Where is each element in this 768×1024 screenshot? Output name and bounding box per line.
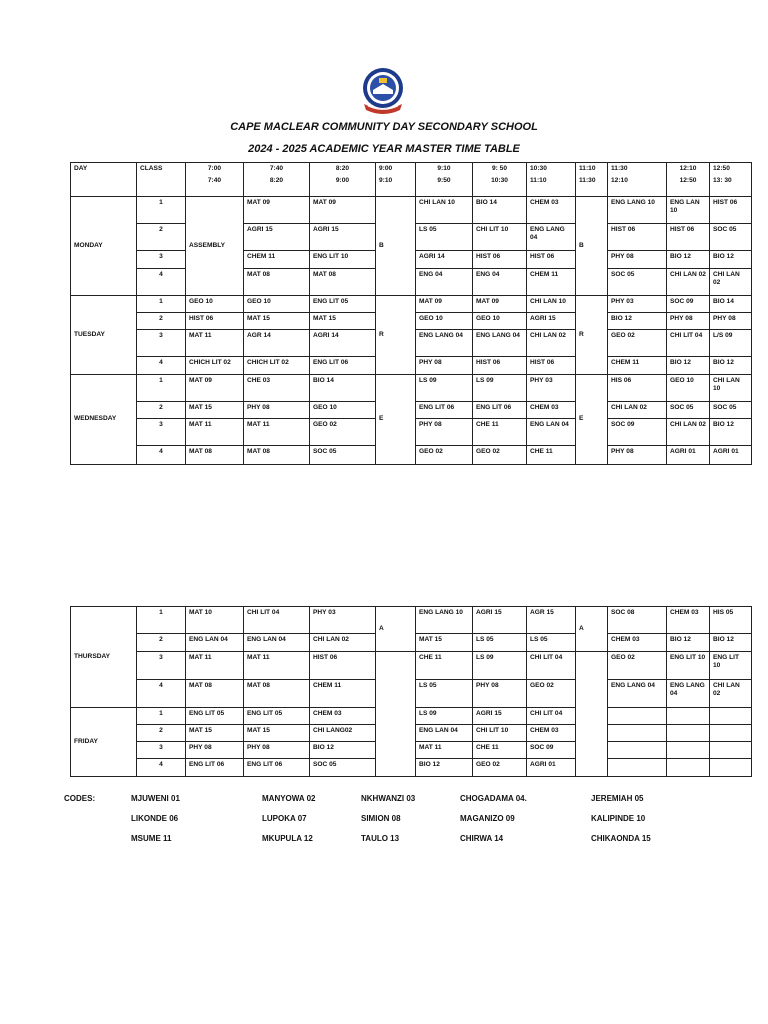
lesson-cell: CHE 11 xyxy=(527,446,576,465)
lesson-cell: ENG LAN 04 xyxy=(244,634,310,652)
lesson-cell: LS 05 xyxy=(416,680,473,708)
lesson-cell: CHEM 03 xyxy=(310,708,376,725)
lesson-cell: MAT 10 xyxy=(186,607,244,634)
lesson-cell: HIS 05 xyxy=(710,607,752,634)
lesson-cell: PHY 08 xyxy=(473,680,527,708)
lesson-cell: AGRI 01 xyxy=(710,446,752,465)
lesson-cell: MAT 09 xyxy=(473,296,527,313)
lesson-cell: BIO 14 xyxy=(310,375,376,402)
lesson-cell: AGRI 15 xyxy=(473,607,527,634)
lesson-cell: ENG LAN 04 xyxy=(527,419,576,446)
class-cell: 3 xyxy=(137,742,186,759)
lesson-cell: SOC 05 xyxy=(667,402,710,419)
lesson-cell: MAT 15 xyxy=(244,725,310,742)
table-row xyxy=(71,652,752,680)
lesson-cell: CHI LAN 10 xyxy=(710,375,752,402)
lesson-cell: GEO 10 xyxy=(667,375,710,402)
lesson-cell: MAT 11 xyxy=(186,419,244,446)
lesson-cell: MAT 08 xyxy=(186,680,244,708)
lesson-cell: CHI LAN 10 xyxy=(416,197,473,224)
break-letter: B xyxy=(376,197,416,296)
lesson-cell: MAT 08 xyxy=(244,269,310,296)
class-cell: 2 xyxy=(137,313,186,330)
lesson-cell xyxy=(667,742,710,759)
class-cell: 2 xyxy=(137,634,186,652)
class-cell: 1 xyxy=(137,607,186,634)
lesson-cell: PHY 03 xyxy=(608,296,667,313)
teacher-code: NKHWANZI 03 xyxy=(361,794,416,803)
lesson-cell: CHE 11 xyxy=(416,652,473,680)
lesson-cell: LS 05 xyxy=(527,634,576,652)
class-header: CLASS xyxy=(137,163,186,197)
lesson-cell: CHI LANG02 xyxy=(310,725,376,742)
lesson-cell: CHE 11 xyxy=(473,742,527,759)
school-logo xyxy=(360,66,406,116)
teacher-code: KALIPINDE 10 xyxy=(591,814,646,823)
lesson-cell: ENG LIT 10 xyxy=(310,251,376,269)
lesson-cell: ENG LIT 05 xyxy=(186,708,244,725)
lesson-cell: GEO 02 xyxy=(473,446,527,465)
lesson-cell: MAT 15 xyxy=(310,313,376,330)
lesson-cell: BIO 14 xyxy=(710,296,752,313)
class-cell: 3 xyxy=(137,330,186,357)
time-slot-header: 9:00 9:10 xyxy=(376,163,416,197)
lesson-cell: ENG 04 xyxy=(473,269,527,296)
lesson-cell: LS 05 xyxy=(473,634,527,652)
lesson-cell: ENG LIT 10 xyxy=(667,652,710,680)
table-row xyxy=(71,375,752,402)
lesson-cell: SOC 05 xyxy=(710,224,752,251)
lesson-cell: AGRI 15 xyxy=(473,708,527,725)
lesson-cell: CHI LAN 02 xyxy=(710,680,752,708)
lesson-cell: MAT 08 xyxy=(244,446,310,465)
lesson-cell: CHI LIT 04 xyxy=(527,652,576,680)
lesson-cell: CHEM 11 xyxy=(527,269,576,296)
teacher-code: LUPOKA 07 xyxy=(262,814,307,823)
teacher-code: MSUME 11 xyxy=(131,834,172,843)
lesson-cell: AGRI 15 xyxy=(527,313,576,330)
timetable-part-2 xyxy=(70,606,752,777)
lesson-cell: ENG LAN 04 xyxy=(416,725,473,742)
lesson-cell xyxy=(608,725,667,742)
day-label-wednesday: WEDNESDAY xyxy=(71,375,137,465)
lesson-cell: AGRI 15 xyxy=(244,224,310,251)
lesson-cell: BIO 12 xyxy=(416,759,473,777)
lesson-cell: PHY 03 xyxy=(310,607,376,634)
lesson-cell: MAT 11 xyxy=(244,419,310,446)
lesson-cell: CHI LAN 10 xyxy=(527,296,576,313)
break-letter: E xyxy=(376,375,416,465)
break-letter: B xyxy=(576,197,608,296)
teacher-code: CHOGADAMA 04. xyxy=(460,794,527,803)
lesson-cell: LS 05 xyxy=(416,224,473,251)
lesson-cell: CHEM 11 xyxy=(310,680,376,708)
time-slot-header: 8:20 9:00 xyxy=(310,163,376,197)
lesson-cell: BIO 12 xyxy=(667,357,710,375)
table-row xyxy=(71,607,752,634)
lesson-cell: ENG 04 xyxy=(416,269,473,296)
lesson-cell: L/S 09 xyxy=(710,330,752,357)
day-label-tuesday: TUESDAY xyxy=(71,296,137,375)
lesson-cell: BIO 12 xyxy=(710,251,752,269)
lesson-cell: MAT 11 xyxy=(186,330,244,357)
lesson-cell: CHI LAN 02 xyxy=(710,269,752,296)
class-cell: 4 xyxy=(137,759,186,777)
lesson-cell: PHY 03 xyxy=(527,375,576,402)
lesson-cell: ENG LIT 06 xyxy=(416,402,473,419)
lesson-cell: ENG LIT 05 xyxy=(310,296,376,313)
lesson-cell: ENG LANG 10 xyxy=(608,197,667,224)
lesson-cell: MAT 15 xyxy=(186,725,244,742)
table-row xyxy=(71,296,752,313)
time-slot-header: 9: 50 10:30 xyxy=(473,163,527,197)
lesson-cell: MAT 11 xyxy=(416,742,473,759)
lesson-cell: HIST 06 xyxy=(473,357,527,375)
lesson-cell: MAT 09 xyxy=(416,296,473,313)
lesson-cell: CHI LAN 02 xyxy=(527,330,576,357)
lesson-cell: SOC 05 xyxy=(310,759,376,777)
lesson-cell: PHY 08 xyxy=(244,402,310,419)
teacher-code: CHIKAONDA 15 xyxy=(591,834,651,843)
lesson-cell: BIO 12 xyxy=(710,419,752,446)
lesson-cell: CHI LIT 10 xyxy=(473,725,527,742)
lesson-cell: MAT 08 xyxy=(244,680,310,708)
lesson-cell: MAT 08 xyxy=(186,446,244,465)
lesson-cell: PHY 08 xyxy=(608,446,667,465)
lesson-cell: HIST 06 xyxy=(527,251,576,269)
time-slot-header: 7:40 8:20 xyxy=(244,163,310,197)
lesson-cell: GEO 02 xyxy=(416,446,473,465)
break-letter: E xyxy=(576,375,608,465)
lesson-cell: ENG LANG 10 xyxy=(416,607,473,634)
lesson-cell xyxy=(710,725,752,742)
lesson-cell: GEO 10 xyxy=(186,296,244,313)
lesson-cell: MAT 15 xyxy=(416,634,473,652)
assembly-cell: ASSEMBLY xyxy=(186,197,244,296)
lesson-cell: BIO 12 xyxy=(608,313,667,330)
lesson-cell: BIO 12 xyxy=(667,251,710,269)
lesson-cell: LS 09 xyxy=(416,708,473,725)
lesson-cell: ENG LIT 10 xyxy=(710,652,752,680)
lesson-cell: MAT 15 xyxy=(244,313,310,330)
codes-row xyxy=(64,834,764,854)
school-name: CAPE MACLEAR COMMUNITY DAY SECONDARY SCHOOL xyxy=(230,121,538,133)
lesson-cell: PHY 08 xyxy=(710,313,752,330)
codes-row xyxy=(64,794,764,814)
class-cell: 1 xyxy=(137,296,186,313)
lesson-cell: CHI LIT 04 xyxy=(244,607,310,634)
lesson-cell: SOC 05 xyxy=(710,402,752,419)
lesson-cell: CHI LAN 02 xyxy=(667,269,710,296)
teacher-codes xyxy=(64,794,764,854)
lesson-cell: GEO 02 xyxy=(608,652,667,680)
day-label-thursday: THURSDAY xyxy=(71,607,137,708)
class-cell: 1 xyxy=(137,375,186,402)
lesson-cell: ENG LANG 04 xyxy=(473,330,527,357)
day-label-monday: MONDAY xyxy=(71,197,137,296)
lesson-cell: GEO 10 xyxy=(244,296,310,313)
lesson-cell xyxy=(710,759,752,777)
break-column xyxy=(576,652,608,777)
class-cell: 2 xyxy=(137,224,186,251)
lesson-cell: AGRI 14 xyxy=(310,330,376,357)
class-cell: 2 xyxy=(137,402,186,419)
lesson-cell xyxy=(608,708,667,725)
class-cell: 3 xyxy=(137,419,186,446)
time-slot-header: 11:10 11:30 xyxy=(576,163,608,197)
lesson-cell: BIO 12 xyxy=(710,357,752,375)
lesson-cell: CHEM 03 xyxy=(527,402,576,419)
time-slot-header: 12:10 12:50 xyxy=(667,163,710,197)
lesson-cell: PHY 08 xyxy=(667,313,710,330)
lesson-cell: MAT 15 xyxy=(186,402,244,419)
lesson-cell xyxy=(667,725,710,742)
lesson-cell: ENG LANG 04 xyxy=(416,330,473,357)
day-header: DAY xyxy=(71,163,137,197)
lesson-cell: ENG LANG 04 xyxy=(667,680,710,708)
lesson-cell: SOC 08 xyxy=(608,607,667,634)
timetable-part-1 xyxy=(70,162,752,465)
break-letter: A xyxy=(376,607,416,652)
lesson-cell: BIO 14 xyxy=(473,197,527,224)
class-cell: 1 xyxy=(137,197,186,224)
teacher-code: MKUPULA 12 xyxy=(262,834,313,843)
lesson-cell: CHE 11 xyxy=(473,419,527,446)
lesson-cell: HIST 06 xyxy=(473,251,527,269)
lesson-cell: BIO 12 xyxy=(310,742,376,759)
lesson-cell: PHY 08 xyxy=(416,357,473,375)
lesson-cell: CHI LAN 02 xyxy=(310,634,376,652)
lesson-cell: AGR 15 xyxy=(527,607,576,634)
lesson-cell: AGRI 14 xyxy=(416,251,473,269)
lesson-cell: ENG LAN 04 xyxy=(186,634,244,652)
lesson-cell: LS 09 xyxy=(416,375,473,402)
lesson-cell: HIST 06 xyxy=(186,313,244,330)
lesson-cell: PHY 08 xyxy=(608,251,667,269)
lesson-cell: CHEM 03 xyxy=(667,607,710,634)
lesson-cell: CHEM 03 xyxy=(527,725,576,742)
lesson-cell: CHEM 03 xyxy=(527,197,576,224)
lesson-cell: CHI LAN 02 xyxy=(667,419,710,446)
lesson-cell: AGRI 01 xyxy=(667,446,710,465)
lesson-cell: LS 09 xyxy=(473,375,527,402)
lesson-cell: CHEM 11 xyxy=(608,357,667,375)
lesson-cell: MAT 08 xyxy=(310,269,376,296)
break-letter: R xyxy=(376,296,416,375)
time-slot-header: 12:50 13: 30 xyxy=(710,163,752,197)
lesson-cell: HIST 06 xyxy=(608,224,667,251)
break-column xyxy=(376,652,416,777)
lesson-cell: HIST 06 xyxy=(527,357,576,375)
teacher-code: CHIRWA 14 xyxy=(460,834,504,843)
lesson-cell: BIO 12 xyxy=(667,634,710,652)
lesson-cell: HIST 06 xyxy=(310,652,376,680)
teacher-code: MAGANIZO 09 xyxy=(460,814,515,823)
lesson-cell: PHY 08 xyxy=(186,742,244,759)
lesson-cell: AGRI 01 xyxy=(527,759,576,777)
lesson-cell: AGRI 15 xyxy=(310,224,376,251)
lesson-cell xyxy=(710,708,752,725)
timetable-title: 2024 - 2025 ACADEMIC YEAR MASTER TIME TABLE xyxy=(248,143,520,155)
lesson-cell: ENG LAN 10 xyxy=(667,197,710,224)
break-letter: A xyxy=(576,607,608,652)
lesson-cell: GEO 10 xyxy=(473,313,527,330)
lesson-cell: HIST 06 xyxy=(667,224,710,251)
lesson-cell xyxy=(608,742,667,759)
lesson-cell: HIST 06 xyxy=(710,197,752,224)
lesson-cell: GEO 02 xyxy=(310,419,376,446)
break-letter: R xyxy=(576,296,608,375)
lesson-cell: LS 09 xyxy=(473,652,527,680)
lesson-cell: GEO 02 xyxy=(527,680,576,708)
lesson-cell: CHI LIT 04 xyxy=(667,330,710,357)
lesson-cell: HIS 06 xyxy=(608,375,667,402)
header-row xyxy=(71,163,752,197)
lesson-cell: CHEM 03 xyxy=(608,634,667,652)
time-slot-header: 10:30 11:10 xyxy=(527,163,576,197)
lesson-cell: SOC 05 xyxy=(310,446,376,465)
teacher-code: JEREMIAH 05 xyxy=(591,794,644,803)
lesson-cell: GEO 10 xyxy=(416,313,473,330)
teacher-code: TAULO 13 xyxy=(361,834,400,843)
lesson-cell xyxy=(667,708,710,725)
lesson-cell: ENG LIT 06 xyxy=(310,357,376,375)
lesson-cell: SOC 05 xyxy=(608,269,667,296)
lesson-cell: CHICH LIT 02 xyxy=(244,357,310,375)
lesson-cell: PHY 08 xyxy=(416,419,473,446)
lesson-cell xyxy=(710,742,752,759)
table-row xyxy=(71,197,752,224)
class-cell: 1 xyxy=(137,708,186,725)
lesson-cell: ENG LIT 06 xyxy=(244,759,310,777)
class-cell: 2 xyxy=(137,725,186,742)
class-cell: 4 xyxy=(137,680,186,708)
lesson-cell: CHI LIT 10 xyxy=(473,224,527,251)
class-cell: 4 xyxy=(137,269,186,296)
lesson-cell: CHI LAN 02 xyxy=(608,402,667,419)
codes-row xyxy=(64,814,764,834)
lesson-cell: SOC 09 xyxy=(527,742,576,759)
lesson-cell: ENG LIT 05 xyxy=(244,708,310,725)
lesson-cell: ENG LANG 04 xyxy=(608,680,667,708)
lesson-cell: BIO 12 xyxy=(710,634,752,652)
lesson-cell: CHEM 11 xyxy=(244,251,310,269)
teacher-code: LIKONDE 06 xyxy=(131,814,179,823)
lesson-cell: PHY 08 xyxy=(244,742,310,759)
class-cell: 3 xyxy=(137,652,186,680)
lesson-cell: MAT 09 xyxy=(310,197,376,224)
lesson-cell: ENG LIT 06 xyxy=(473,402,527,419)
lesson-cell: GEO 02 xyxy=(473,759,527,777)
time-slot-header: 9:10 9:50 xyxy=(416,163,473,197)
codes-label: CODES: xyxy=(64,794,96,803)
lesson-cell: AGR 14 xyxy=(244,330,310,357)
lesson-cell: GEO 10 xyxy=(310,402,376,419)
lesson-cell: CHE 03 xyxy=(244,375,310,402)
lesson-cell: CHICH LIT 02 xyxy=(186,357,244,375)
time-slot-header: 7:00 7:40 xyxy=(186,163,244,197)
teacher-code: SIMION 08 xyxy=(361,814,401,823)
lesson-cell: ENG LANG 04 xyxy=(527,224,576,251)
lesson-cell: MAT 11 xyxy=(244,652,310,680)
lesson-cell xyxy=(667,759,710,777)
lesson-cell: ENG LIT 06 xyxy=(186,759,244,777)
teacher-code: MANYOWA 02 xyxy=(262,794,316,803)
lesson-cell: CHI LIT 04 xyxy=(527,708,576,725)
class-cell: 4 xyxy=(137,357,186,375)
class-cell: 3 xyxy=(137,251,186,269)
teacher-code: MJUWENI 01 xyxy=(131,794,180,803)
lesson-cell: SOC 09 xyxy=(667,296,710,313)
day-label-friday: FRIDAY xyxy=(71,708,137,777)
lesson-cell xyxy=(608,759,667,777)
lesson-cell: MAT 09 xyxy=(244,197,310,224)
lesson-cell: GEO 02 xyxy=(608,330,667,357)
lesson-cell: MAT 11 xyxy=(186,652,244,680)
class-cell: 4 xyxy=(137,446,186,465)
lesson-cell: MAT 09 xyxy=(186,375,244,402)
lesson-cell: SOC 09 xyxy=(608,419,667,446)
time-slot-header: 11:30 12:10 xyxy=(608,163,667,197)
